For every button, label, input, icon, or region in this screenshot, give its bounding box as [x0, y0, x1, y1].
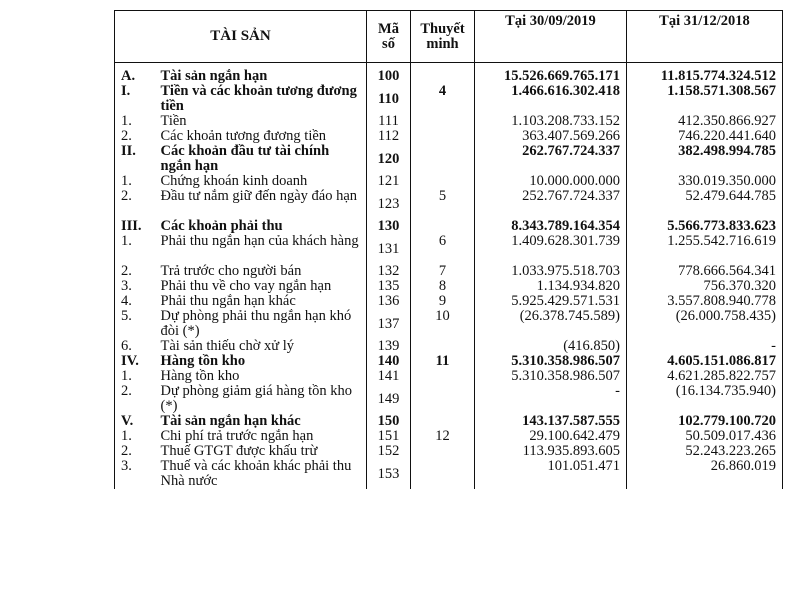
row-index: A. [115, 63, 155, 85]
row-code: 137 [367, 309, 411, 339]
row-code: 123 [367, 189, 411, 219]
row-code: 112 [367, 129, 411, 144]
row-note: 5 [411, 189, 475, 219]
row-value-2019: 252.767.724.337 [475, 189, 627, 219]
row-index: 2. [115, 444, 155, 459]
row-value-2019: 363.407.569.266 [475, 129, 627, 144]
row-value-2018: 52.479.644.785 [627, 189, 783, 219]
table-row [115, 264, 783, 279]
row-label: Tài sản ngắn hạn khác [155, 414, 367, 429]
row-value-2018: 50.509.017.436 [627, 429, 783, 444]
row-code: 130 [367, 219, 411, 234]
row-note: 10 [411, 309, 475, 339]
row-note: 7 [411, 264, 475, 279]
row-value-2019: 5.925.429.571.531 [475, 294, 627, 309]
table-row [115, 429, 783, 444]
row-note [411, 339, 475, 354]
header-asset: TÀI SẢN [115, 11, 367, 63]
row-index: 3. [115, 459, 155, 489]
table-row [115, 369, 783, 384]
row-value-2019: 143.137.587.555 [475, 414, 627, 429]
row-value-2018: (16.134.735.940) [627, 384, 783, 414]
row-value-2019: (26.378.745.589) [475, 309, 627, 339]
row-value-2018: 4.605.151.086.817 [627, 354, 783, 369]
table-row [115, 414, 783, 429]
row-label: Hàng tồn kho [155, 369, 367, 384]
row-label: Phải thu ngắn hạn của khách hàng [155, 234, 367, 264]
row-value-2018: 11.815.774.324.512 [627, 63, 783, 85]
row-label: Các khoản đầu tư tài chính ngắn hạn [155, 144, 367, 174]
row-index: 1. [115, 369, 155, 384]
row-note [411, 384, 475, 414]
row-label: Tiền và các khoản tương đương tiền [155, 84, 367, 114]
row-note [411, 459, 475, 489]
row-note [411, 174, 475, 189]
table-header-row [115, 11, 783, 63]
row-index: 1. [115, 429, 155, 444]
table-row [115, 129, 783, 144]
row-value-2019: 15.526.669.765.171 [475, 63, 627, 85]
row-code: 120 [367, 144, 411, 174]
row-value-2019: 113.935.893.605 [475, 444, 627, 459]
row-value-2018: - [627, 339, 783, 354]
assets-table [114, 10, 783, 489]
row-value-2018: 1.255.542.716.619 [627, 234, 783, 264]
row-value-2019: 101.051.471 [475, 459, 627, 489]
row-value-2019: 8.343.789.164.354 [475, 219, 627, 234]
table-row [115, 174, 783, 189]
table-row [115, 444, 783, 459]
row-label: Các khoản phải thu [155, 219, 367, 234]
row-value-2019: 10.000.000.000 [475, 174, 627, 189]
row-value-2018: 1.158.571.308.567 [627, 84, 783, 114]
table-row [115, 294, 783, 309]
table-row [115, 339, 783, 354]
row-value-2018: 756.370.320 [627, 279, 783, 294]
row-index: 4. [115, 294, 155, 309]
row-code: 100 [367, 63, 411, 85]
row-value-2018: 4.621.285.822.757 [627, 369, 783, 384]
table-row [115, 459, 783, 489]
row-index: 2. [115, 189, 155, 219]
row-note [411, 144, 475, 174]
row-label: Các khoản tương đương tiền [155, 129, 367, 144]
row-index: 6. [115, 339, 155, 354]
row-code: 139 [367, 339, 411, 354]
row-value-2018: 3.557.808.940.778 [627, 294, 783, 309]
row-index: I. [115, 84, 155, 114]
table-row [115, 279, 783, 294]
row-label: Tiền [155, 114, 367, 129]
row-value-2019: 5.310.358.986.507 [475, 354, 627, 369]
row-value-2018: 412.350.866.927 [627, 114, 783, 129]
row-value-2019: - [475, 384, 627, 414]
row-note [411, 219, 475, 234]
row-value-2019: 1.103.208.733.152 [475, 114, 627, 129]
row-value-2018: 5.566.773.833.623 [627, 219, 783, 234]
row-value-2018: 778.666.564.341 [627, 264, 783, 279]
row-note [411, 129, 475, 144]
row-value-2018: 330.019.350.000 [627, 174, 783, 189]
row-code: 136 [367, 294, 411, 309]
row-value-2018: (26.000.758.435) [627, 309, 783, 339]
row-label: Thuế và các khoản khác phải thu Nhà nước [155, 459, 367, 489]
row-value-2018: 746.220.441.640 [627, 129, 783, 144]
row-value-2019: 5.310.358.986.507 [475, 369, 627, 384]
row-note: 4 [411, 84, 475, 114]
row-value-2019: 29.100.642.479 [475, 429, 627, 444]
row-label: Tài sản ngắn hạn [155, 63, 367, 85]
row-value-2019: 1.134.934.820 [475, 279, 627, 294]
row-note [411, 114, 475, 129]
table-row [115, 63, 783, 85]
row-note [411, 444, 475, 459]
row-note: 11 [411, 354, 475, 369]
row-code: 131 [367, 234, 411, 264]
row-note: 12 [411, 429, 475, 444]
row-value-2018: 382.498.994.785 [627, 144, 783, 174]
row-value-2018: 26.860.019 [627, 459, 783, 489]
header-col-2019: Tại 30/09/2019 [475, 11, 627, 63]
row-value-2019: 1.033.975.518.703 [475, 264, 627, 279]
row-code: 153 [367, 459, 411, 489]
table-row [115, 114, 783, 129]
row-index: 1. [115, 114, 155, 129]
row-value-2019: 1.466.616.302.418 [475, 84, 627, 114]
balance-sheet [114, 10, 782, 609]
row-label: Thuế GTGT được khấu trừ [155, 444, 367, 459]
row-label: Phải thu ngắn hạn khác [155, 294, 367, 309]
row-label: Phải thu về cho vay ngắn hạn [155, 279, 367, 294]
table-row [115, 384, 783, 414]
row-note: 8 [411, 279, 475, 294]
table-row [115, 234, 783, 264]
row-code: 111 [367, 114, 411, 129]
row-index: 5. [115, 309, 155, 339]
row-value-2019: (416.850) [475, 339, 627, 354]
row-index: 3. [115, 279, 155, 294]
row-code: 149 [367, 384, 411, 414]
header-code: Mã số [367, 11, 411, 63]
row-index: 1. [115, 174, 155, 189]
row-label: Đầu tư nắm giữ đến ngày đáo hạn [155, 189, 367, 219]
row-index: II. [115, 144, 155, 174]
table-row [115, 309, 783, 339]
table-row [115, 354, 783, 369]
row-index: V. [115, 414, 155, 429]
row-index: IV. [115, 354, 155, 369]
row-value-2019: 1.409.628.301.739 [475, 234, 627, 264]
table-row [115, 219, 783, 234]
table-row [115, 144, 783, 174]
row-code: 151 [367, 429, 411, 444]
row-code: 141 [367, 369, 411, 384]
row-code: 121 [367, 174, 411, 189]
table-row [115, 84, 783, 114]
row-label: Trả trước cho người bán [155, 264, 367, 279]
row-note: 6 [411, 234, 475, 264]
header-note: Thuyết minh [411, 11, 475, 63]
row-index: 2. [115, 129, 155, 144]
row-note [411, 63, 475, 85]
row-code: 132 [367, 264, 411, 279]
row-label: Chi phí trả trước ngắn hạn [155, 429, 367, 444]
row-code: 135 [367, 279, 411, 294]
row-label: Chứng khoán kinh doanh [155, 174, 367, 189]
row-code: 140 [367, 354, 411, 369]
row-index: 2. [115, 264, 155, 279]
row-index: 2. [115, 384, 155, 414]
row-label: Hàng tồn kho [155, 354, 367, 369]
row-value-2019: 262.767.724.337 [475, 144, 627, 174]
row-note [411, 369, 475, 384]
row-note: 9 [411, 294, 475, 309]
row-code: 150 [367, 414, 411, 429]
row-label: Dự phòng phải thu ngắn hạn khó đòi (*) [155, 309, 367, 339]
header-col-2018: Tại 31/12/2018 [627, 11, 783, 63]
row-code: 110 [367, 84, 411, 114]
row-index: 1. [115, 234, 155, 264]
row-label: Tài sản thiếu chờ xử lý [155, 339, 367, 354]
row-value-2018: 102.779.100.720 [627, 414, 783, 429]
row-code: 152 [367, 444, 411, 459]
row-index: III. [115, 219, 155, 234]
row-note [411, 414, 475, 429]
row-value-2018: 52.243.223.265 [627, 444, 783, 459]
table-row [115, 189, 783, 219]
row-label: Dự phòng giảm giá hàng tồn kho (*) [155, 384, 367, 414]
